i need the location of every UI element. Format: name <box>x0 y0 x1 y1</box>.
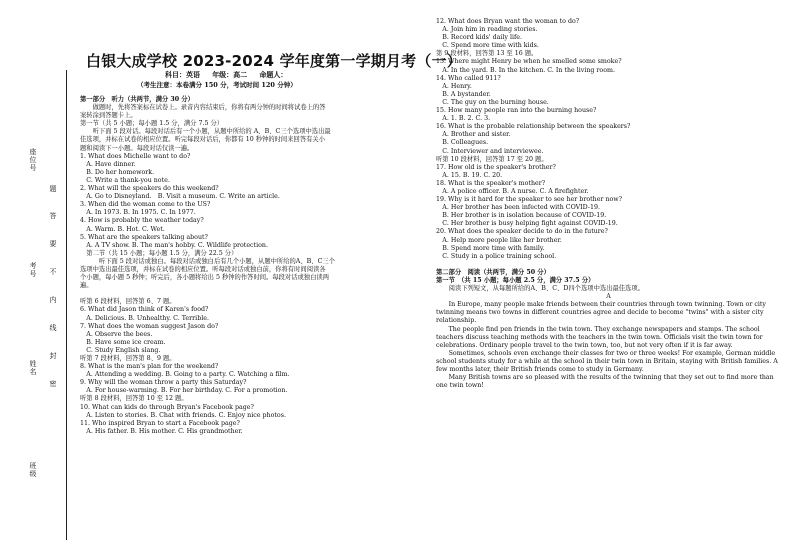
option: A. 15. B. 19. C. 20. <box>436 171 503 179</box>
grade-label: 年级：高二 <box>212 70 248 79</box>
section-heading: 第一部分 听力（共两节，满分 30 分） <box>80 96 194 103</box>
text-line: 听第 7 段材料，回答第 8、9 题。 <box>80 355 176 362</box>
text-line: 佳选项，并标在试卷的相应位置。听完每段对话后，你都有 10 秒钟的时间来回答有关小 <box>80 136 326 144</box>
margin-label-class: 班级 <box>29 462 37 478</box>
text-line: 听第 10 段材料，回答第 17 至 20 题。 <box>436 155 548 163</box>
option: A. A TV show. B. The man's hobby. C. Wildlife protection. <box>80 241 268 249</box>
question: 19. Why is it hard for the speaker to see her brother now? <box>436 196 623 204</box>
option: C. Spend more time with kids. <box>436 42 539 50</box>
text-line: 听下面 5 段对话。每段对话后有一个小题，从题中所给的 A、B、C三个选项中选出最 <box>80 128 331 136</box>
text-line: 第一节（共 5 小题；每小题 1.5 分，满分 7.5 分） <box>80 120 224 128</box>
option: A. Attending a wedding. B. Going to a party. C. Watching a film. <box>80 371 290 379</box>
margin-label-7: 封 <box>49 352 57 360</box>
passage-label: A <box>606 293 611 301</box>
question: 18. What is the speaker's mother? <box>436 179 546 187</box>
option: B. A bystander. <box>436 90 491 98</box>
question: 2. What will the speakers do this weekend? <box>80 185 219 193</box>
question: 11. Who inspired Bryan to start a Facebook page? <box>80 419 240 427</box>
question: 3. When did the woman come to the US? <box>80 201 211 209</box>
passage-paragraph: The people find pen friends in the twin town. They exchange newspapers and stamps. The school teachers discuss teaching methods with the teachers in the twin town. Officials visit the twin town for celebrations. Ordinary people travel to the twin town, too, but not very often if it is far away. <box>436 325 763 349</box>
question: 10. What can kids do through Bryan's Facebook page? <box>80 403 254 411</box>
exam-title: 白银大成学校 2023-2024 学年度第一学期月考（一） <box>86 52 462 70</box>
exam-note: （考生注意：本卷满分 150 分，考试时间 120 分钟） <box>137 81 297 89</box>
exam-info <box>165 70 287 80</box>
section-heading: 第二节（共 15 小题；每小题 1.5 分，满分 22.5 分） <box>80 249 238 257</box>
question: 16. What is the probable relationship between the speakers? <box>436 123 631 131</box>
question: 8. What is the man's plan for the weekend? <box>80 363 219 371</box>
question: 14. Who called 911? <box>436 74 501 82</box>
section-heading: 第二部分 阅读（共两节，满分 50 分） <box>436 268 550 276</box>
section-heading: 第一节 （共 15 小题；每小题 2.5 分，满分 37.5 分） <box>436 277 595 284</box>
text-line: 案转涂到答题卡上。 <box>80 112 137 120</box>
text-line: 题和阅读下一小题。每段对话仅读一遍。 <box>80 144 194 152</box>
binding-line <box>66 70 67 540</box>
option: A. Have dinner. <box>80 160 136 168</box>
margin-label-name: 姓名 <box>29 360 37 376</box>
margin-label-1: 题 <box>49 185 57 193</box>
question: 9. Why will the woman throw a party this Saturday? <box>80 379 247 387</box>
option: A. Henry. <box>436 82 472 90</box>
question: 20. What does the speaker decide to do in the future? <box>436 228 608 236</box>
option: A. Observe the bees. <box>80 330 153 338</box>
option: C. Study English slang. <box>80 346 161 354</box>
margin-label-5: 内 <box>49 296 57 304</box>
text-line: 做题时，先将答案标在试卷上。录音内容结束后，你将有两分钟的时间将试卷上的答 <box>80 104 326 112</box>
option: C. Her brother is busy helping fight against COVID-19. <box>436 220 618 228</box>
text-line: 听下面 5 段对话或独白。每段对话或独白后有几个小题，从题中所给的A、B、C三个 <box>80 257 335 265</box>
question: 12. What does Bryan want the woman to do? <box>436 18 580 25</box>
question: 15. How many people ran into the burning house? <box>436 107 597 115</box>
text-line: 选项中选出最佳选项，并标在试卷的相应位置。听每段对话或独白前，你将有时间阅读各 <box>80 265 326 273</box>
option: A. Brother and sister. <box>436 131 511 139</box>
option: B. Spend more time with family. <box>436 244 545 252</box>
margin-label-8: 密 <box>49 380 57 388</box>
option: C. Interviewer and interviewee. <box>436 147 544 155</box>
text-line: 听第 6 段材料，回答第 6、7 题。 <box>80 298 176 306</box>
passage-paragraph: Sometimes, schools even exchange their classes for two or three weeks! For example, German middle school students study for a while at the school in their twin town in Britain, staying with British families. A few months later, their British friends come to study in Germany. <box>436 349 778 374</box>
question: 13. Where might Henry be when he smelled some smoke? <box>436 58 622 66</box>
text-line: 第 9 段材料，回答第 13 至 16 题。 <box>436 50 538 58</box>
text-line: 遍。 <box>80 282 93 290</box>
option: B. Do her homework. <box>80 168 155 176</box>
question: 4. How is probably the weather today? <box>80 217 204 225</box>
option: A. Join him in reading stories. <box>436 26 538 34</box>
left-column <box>80 96 410 436</box>
option: A. For house-warming. B. For her birthday. C. For a promotion. <box>80 387 288 395</box>
option: B. Record kids' daily life. <box>436 34 523 42</box>
binding-margin <box>0 0 68 560</box>
option: A. 1. B. 2. C. 3. <box>436 115 491 123</box>
option: A. Listen to stories. B. Chat with friends. C. Enjoy nice photos. <box>80 411 286 419</box>
option: C. Study in a police training school. <box>436 252 557 260</box>
option: A. Go to Disneyland. B. Visit a museum. C. Write an article. <box>80 193 280 201</box>
option: A. A police officer. B. A nurse. C. A firefighter. <box>436 187 589 195</box>
question: 17. How old is the speaker's brother? <box>436 163 556 171</box>
text-line: 阅读下列短文，从每题所给的A、B、C、D四个选项中选出最佳选项。 <box>436 285 644 293</box>
margin-label-2: 答 <box>49 212 57 220</box>
passage-paragraph: In Europe, many people make friends between their countries through town twinning. Town or city twinning means two towns in different countries agree and decide to become "twins" with a sister city relationship. <box>436 301 766 325</box>
option: A. Help more people like her brother. <box>436 236 562 244</box>
text-line: 个小题，每小题 5 秒钟；听完后，各小题将给出 5 秒钟的作答时间。每段对话或独白读两 <box>80 274 330 282</box>
text-line <box>436 261 781 269</box>
text-line: 听第 8 段材料，回答第 10 至 12 题。 <box>80 395 188 403</box>
subject-label: 科目：英语 <box>165 70 200 79</box>
passage-paragraph: Many British towns are so pleased with the results of the twinning that they set out to find more than one twin town! <box>436 374 774 390</box>
option: C. The guy on the burning house. <box>436 98 549 106</box>
margin-label-3: 要 <box>49 240 57 248</box>
option: B. Her brother is in isolation because of COVID-19. <box>436 212 607 220</box>
option: C. Write a thank-you note. <box>80 176 170 184</box>
margin-label-4: 不 <box>49 268 57 276</box>
option: A. His father. B. His mother. C. His grandmother. <box>80 427 243 435</box>
option: A. Delicious. B. Unhealthy. C. Terrible. <box>80 314 209 322</box>
option: A. In 1973. B. In 1975. C. In 1977. <box>80 209 196 217</box>
right-column <box>436 18 781 390</box>
option: B. Have some ice cream. <box>80 338 166 346</box>
margin-label-seat: 座位号 <box>29 148 37 172</box>
margin-label-exam-number: 考号 <box>29 262 37 278</box>
option: A. Her brother has been infected with COVID-19. <box>436 204 600 212</box>
question: 1. What does Michelle want to do? <box>80 152 191 160</box>
option: A. Warm. B. Hot. C. Wet. <box>80 225 165 233</box>
author-label: 命题人： <box>259 70 288 79</box>
question: 7. What does the woman suggest Jason do? <box>80 322 219 330</box>
question: 5. What are the speakers talking about? <box>80 233 208 241</box>
option: B. Colleagues. <box>436 139 489 147</box>
question: 6. What did Jason think of Karen's food? <box>80 306 209 314</box>
option: A. In the yard. B. In the kitchen. C. In the living room. <box>436 66 615 74</box>
margin-label-6: 线 <box>49 324 57 332</box>
